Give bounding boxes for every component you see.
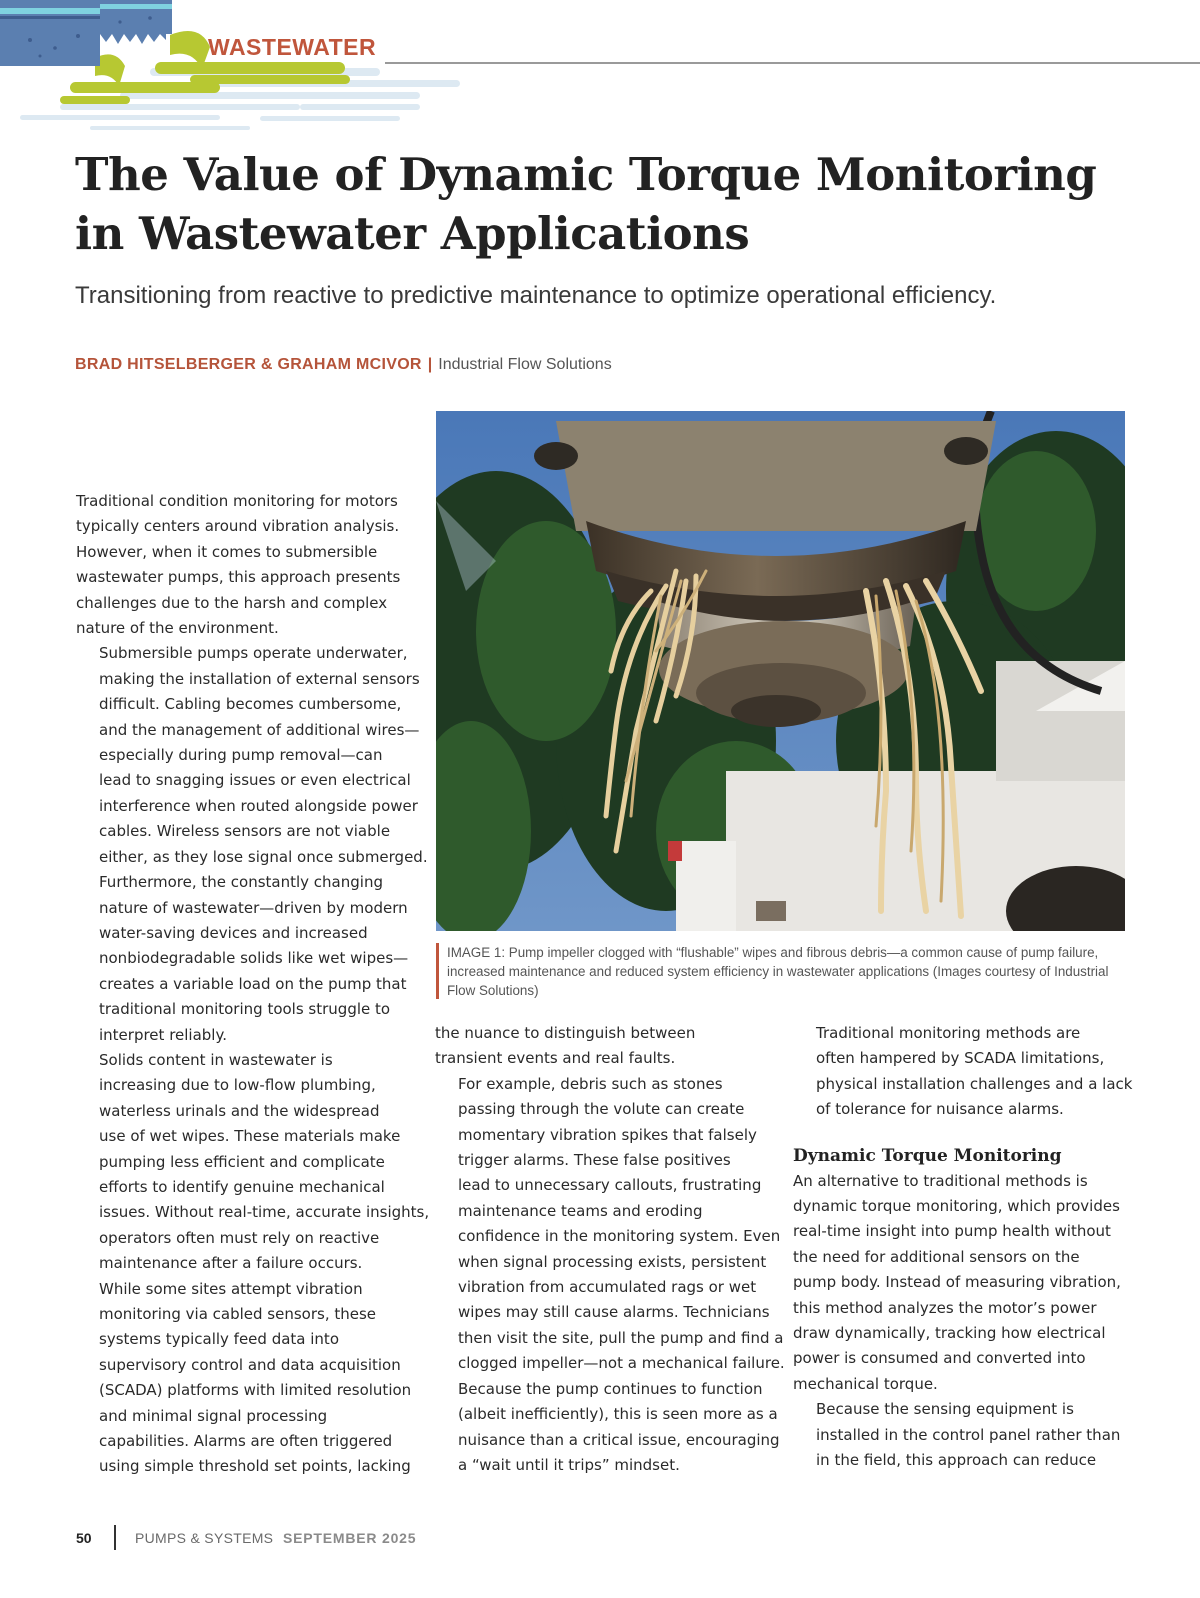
body-column-3: [793, 1021, 1133, 1474]
text-line: Solids content in wastewater is: [99, 1050, 333, 1069]
text-line: nature of the environment.: [76, 619, 279, 638]
body-column-3-bottom: [793, 1169, 1133, 1474]
text-line: the need for additional sensors on the: [793, 1247, 1080, 1266]
text-line: of tolerance for nuisance alarms.: [816, 1100, 1064, 1119]
text-line: when signal processing exists, persistent: [458, 1252, 767, 1271]
text-line: a “wait until it trips” mindset.: [458, 1455, 680, 1474]
byline-company: Industrial Flow Solutions: [438, 356, 612, 373]
body-paragraph: [793, 1169, 1133, 1398]
text-line: For example, debris such as stones: [458, 1074, 723, 1093]
text-line: (albeit inefficiently), this is seen more as a: [458, 1405, 778, 1424]
text-line: interference when routed alongside power: [99, 796, 418, 815]
text-line: water-saving devices and increased: [99, 923, 368, 942]
text-line: maintenance teams and eroding: [458, 1201, 703, 1220]
text-line: maintenance after a failure occurs.: [99, 1254, 363, 1273]
text-line: especially during pump removal—can: [99, 746, 383, 765]
footer-publication: PUMPS & SYSTEMS: [135, 1530, 274, 1546]
text-line: real-time insight into pump health without: [793, 1222, 1111, 1241]
section-label: WASTEWATER: [208, 34, 377, 60]
text-line: nonbiodegradable solids like wet wipes—: [99, 949, 409, 968]
text-line: mechanical torque.: [793, 1374, 938, 1393]
text-line: challenges due to the harsh and complex: [76, 593, 388, 612]
text-line: physical installation challenges and a lack: [816, 1074, 1133, 1093]
body-paragraph: [793, 1397, 1133, 1473]
text-line: and the management of additional wires—: [99, 720, 420, 739]
wastewater-header-graphic: [0, 0, 470, 140]
text-line: traditional monitoring tools struggle to: [99, 1000, 391, 1019]
text-line: use of wet wipes. These materials make: [99, 1127, 401, 1146]
body-paragraph: [435, 1021, 775, 1072]
body-paragraph: [76, 641, 428, 1048]
pump-impeller-photo: [436, 411, 1125, 931]
image-caption: IMAGE 1: Pump impeller clogged with “flushable” wipes and fibrous debris—a common cause of pump failure, increased maintenance and reduced system efficiency in wastewater applications (Images courtesy of Industrial Flow Solutions): [436, 943, 1126, 999]
text-line: systems typically feed data into: [99, 1330, 339, 1349]
body-paragraph: [76, 1048, 430, 1277]
text-line: pumping less efficient and complicate: [99, 1152, 385, 1171]
body-paragraph: [76, 489, 406, 641]
text-line: typically centers around vibration analysis.: [76, 517, 400, 536]
text-line: monitoring via cabled sensors, these: [99, 1305, 377, 1323]
text-line: capabilities. Alarms are often triggered: [99, 1432, 393, 1451]
text-line: the nuance to distinguish between: [435, 1024, 696, 1042]
subhead-dynamic-torque-monitoring: Dynamic Torque Monitoring: [793, 1145, 1062, 1166]
text-line: passing through the volute can create: [458, 1100, 745, 1119]
text-line: installed in the control panel rather than: [816, 1425, 1121, 1444]
text-line: cables. Wireless sensors are not viable: [99, 822, 391, 841]
text-line: draw dynamically, tracking how electrical: [793, 1324, 1106, 1343]
text-line: nuisance than a critical issue, encouraging: [458, 1430, 780, 1449]
text-line: supervisory control and data acquisition: [99, 1355, 401, 1374]
byline-separator: |: [427, 356, 433, 373]
text-line: wipes may still cause alarms. Technicians: [458, 1303, 770, 1322]
text-line: clogged impeller—not a mechanical failure.: [458, 1354, 785, 1373]
text-line: often hampered by SCADA limitations,: [816, 1049, 1105, 1068]
text-line: using simple threshold set points, lacking: [99, 1457, 411, 1476]
text-line: increasing due to low-flow plumbing,: [99, 1076, 376, 1095]
byline-authors: BRAD HITSELBERGER & GRAHAM MCIVOR: [75, 356, 422, 373]
text-line: issues. Without real-time, accurate insights,: [99, 1203, 430, 1222]
text-line: and minimal signal processing: [99, 1406, 328, 1425]
text-line: interpret reliably.: [99, 1025, 227, 1044]
text-line: momentary vibration spikes that falsely: [458, 1125, 757, 1144]
text-line: power is consumed and converted into: [793, 1349, 1086, 1368]
text-line: efforts to identify genuine mechanical: [99, 1177, 385, 1196]
text-line: operators often must rely on reactive: [99, 1228, 380, 1247]
text-line: Traditional condition monitoring for motors: [76, 492, 398, 510]
text-line: making the installation of external sensors: [99, 669, 420, 688]
header-rule: [385, 62, 1200, 64]
text-line: creates a variable load on the pump that: [99, 974, 407, 993]
byline: [75, 356, 612, 374]
text-line: While some sites attempt vibration: [99, 1279, 363, 1298]
text-line: in the field, this approach can reduce: [816, 1451, 1097, 1470]
text-line: Traditional monitoring methods are: [816, 1024, 1081, 1042]
article-title: The Value of Dynamic Torque Monitoring in Wastewater Applications: [75, 148, 1097, 260]
body-paragraph: [76, 1277, 412, 1480]
text-line: vibration from accumulated rags or wet: [458, 1278, 757, 1297]
text-line: trigger alarms. These false positives: [458, 1151, 731, 1170]
text-line: wastewater pumps, this approach presents: [76, 568, 401, 587]
text-line: Because the pump continues to function: [458, 1379, 763, 1398]
text-line: dynamic torque monitoring, which provides: [793, 1197, 1120, 1216]
text-line: nature of wastewater—driven by modern: [99, 898, 408, 917]
body-paragraph: [793, 1021, 1133, 1123]
footer-divider: [114, 1525, 116, 1550]
text-line: Because the sensing equipment is: [816, 1400, 1074, 1419]
text-line: However, when it comes to submersible: [76, 542, 378, 561]
text-line: confidence in the monitoring system. Even: [458, 1227, 781, 1246]
body-column-1: [76, 489, 430, 1480]
text-line: pump body. Instead of measuring vibration,: [793, 1273, 1121, 1292]
body-column-3-top: [793, 1021, 1133, 1123]
text-line: this method analyzes the motor’s power: [793, 1298, 1097, 1317]
text-line: An alternative to traditional methods is: [793, 1171, 1088, 1190]
text-line: (SCADA) platforms with limited resolution: [99, 1381, 412, 1400]
text-line: Submersible pumps operate underwater,: [99, 644, 408, 663]
text-line: transient events and real faults.: [435, 1049, 676, 1068]
body-column-2: [435, 1021, 785, 1478]
text-line: either, as they lose signal once submerged.: [99, 847, 428, 866]
text-line: Furthermore, the constantly changing: [99, 873, 383, 892]
page-number: 50: [76, 1530, 92, 1546]
text-line: lead to snagging issues or even electrical: [99, 771, 411, 790]
text-line: difficult. Cabling becomes cumbersome,: [99, 695, 402, 714]
text-line: waterless urinals and the widespread: [99, 1101, 380, 1120]
text-line: lead to unnecessary callouts, frustrating: [458, 1176, 762, 1195]
text-line: then visit the site, pull the pump and find a: [458, 1328, 784, 1347]
body-paragraph: [435, 1072, 785, 1479]
footer-issue: SEPTEMBER 2025: [283, 1530, 417, 1546]
article-subtitle: Transitioning from reactive to predictive maintenance to optimize operational efficiency.: [75, 282, 997, 309]
